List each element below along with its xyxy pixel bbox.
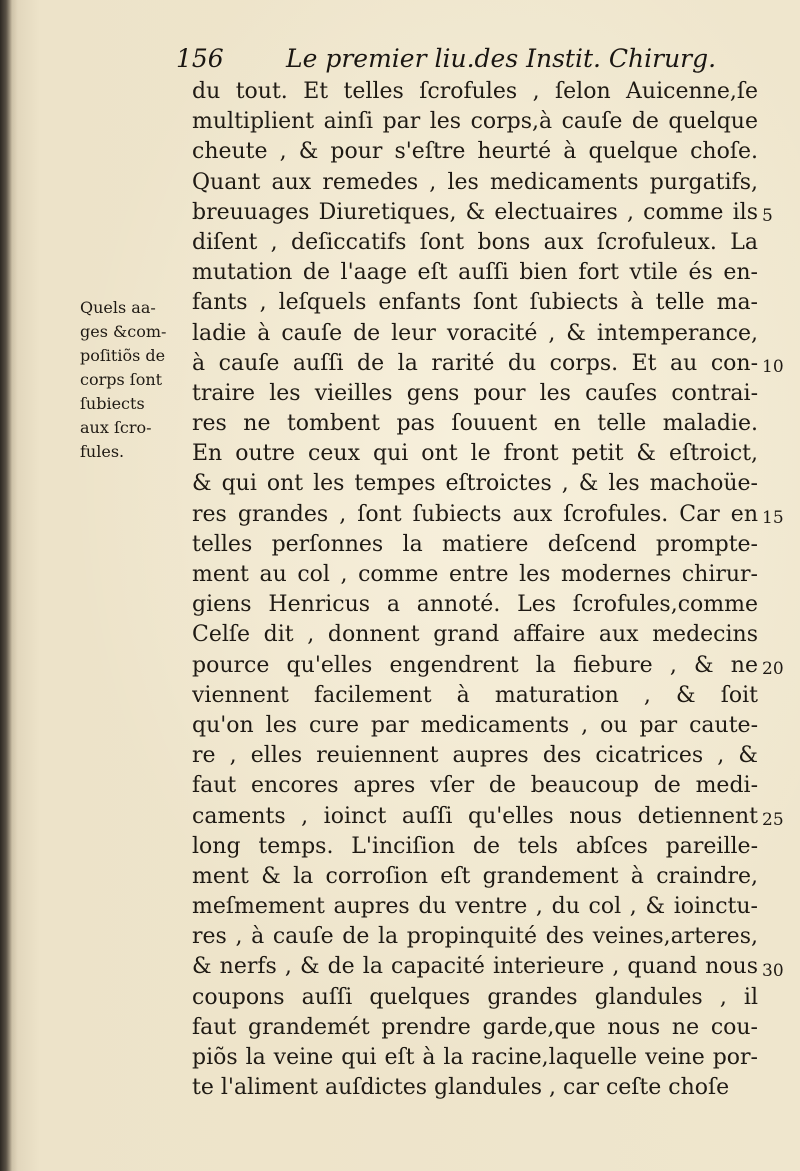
page-header [176,40,736,80]
text-line: long temps. L'inciſion de tels abſces pareille- [192,833,758,859]
text-line: Celſe dit , donnent grand affaire aux medecins [192,622,758,648]
text-line: coupons auſſi quelques grandes glandules , il [192,984,758,1010]
line-number: 20 [762,658,784,679]
binding-gutter [0,0,12,1171]
text-line: faut encores apres vſer de beaucoup de medi- [192,773,758,799]
text-line: traire les vieilles gens pour les cauſes contrai- [192,380,758,406]
text-line: diſent , deſiccatifs ſont bons aux ſcrofuleux. La [192,229,758,255]
line-number: 30 [762,960,784,981]
margin-note-line: corps ſont [80,370,163,389]
body-text [192,77,758,1103]
margin-note-line: aux ſcro- [80,418,152,437]
text-line: re , elles reuiennent aupres des cicatrices , & [192,743,758,769]
text-line: breuuages Diuretiques, & electuaires , comme ils [192,199,758,225]
page-number: 156 [176,44,224,73]
margin-note-line: ges &com- [80,322,167,341]
text-line: giens Henricus a annoté. Les ſcrofules,comme [192,592,758,618]
text-line: à cauſe auſſi de la rarité du corps. Et au con- [192,350,758,376]
text-line: caments , ioinct auſſi qu'elles nous detiennent [192,803,758,829]
text-line: & nerfs , & de la capacité interieure , quand nous [192,954,758,980]
text-line: du tout. Et telles ſcrofules , ſelon Auicenne,ſe [192,79,758,104]
text-line: piõs la veine qui eſt à la racine,laquelle veine por- [192,1045,758,1070]
running-title: Le premier liu.des Instit. Chirurg. [286,44,717,73]
text-line: pource qu'elles engendrent la fiebure , & ne [192,652,758,678]
line-number: 15 [762,507,784,528]
line-number: 5 [762,205,773,226]
text-line: ladie à cauſe de leur voracité , & intemperance, [192,320,758,346]
line-number: 10 [762,356,784,377]
line-number: 25 [762,809,784,830]
text-line: cheute , & pour s'eſtre heurté à quelque choſe. [192,139,758,165]
margin-note-line: ſubiects [80,394,145,413]
text-line: res ne tombent pas ſouuent en telle maladie. [192,411,758,437]
text-line: multiplient ainſi par les corps,à cauſe de quelque [192,109,758,135]
text-line: res , à cauſe de la propinquité des veines,arteres, [192,924,758,950]
text-line: & qui ont les tempes eſtroictes , & les machoüe- [192,471,758,497]
text-line: Quant aux remedes , les medicaments purgatifs, [192,169,758,195]
text-line: faut grandemét prendre garde,que nous ne cou- [192,1014,758,1040]
text-line: ment & la corroſion eſt grandement à craindre, [192,863,758,889]
text-line: ment au col , comme entre les modernes chirur- [192,562,758,587]
margin-note [80,296,180,464]
text-line: mutation de l'aage eſt auſſi bien fort vtile és en- [192,260,758,286]
text-line: fants , leſquels enfants ſont ſubiects à telle ma- [192,290,758,316]
text-line: viennent facilement à maturation , & ſoit [192,682,758,708]
text-line: qu'on les cure par medicaments , ou par caute- [192,712,758,738]
margin-note-line: Quels aa- [80,298,156,317]
text-line: telles perſonnes la matiere deſcend prompte- [192,531,758,557]
margin-note-line: poſitiõs de [80,346,166,365]
margin-note-line: fules. [80,442,125,461]
text-line: meſmement aupres du ventre , du col , & ioinctu- [192,894,758,920]
text-line: te l'aliment auſdictes glandules , car ceſte choſe [192,1075,730,1101]
text-line: res grandes , ſont ſubiects aux ſcrofules. Car en [192,501,758,527]
text-line: En outre ceux qui ont le front petit & eſtroict, [192,441,758,467]
